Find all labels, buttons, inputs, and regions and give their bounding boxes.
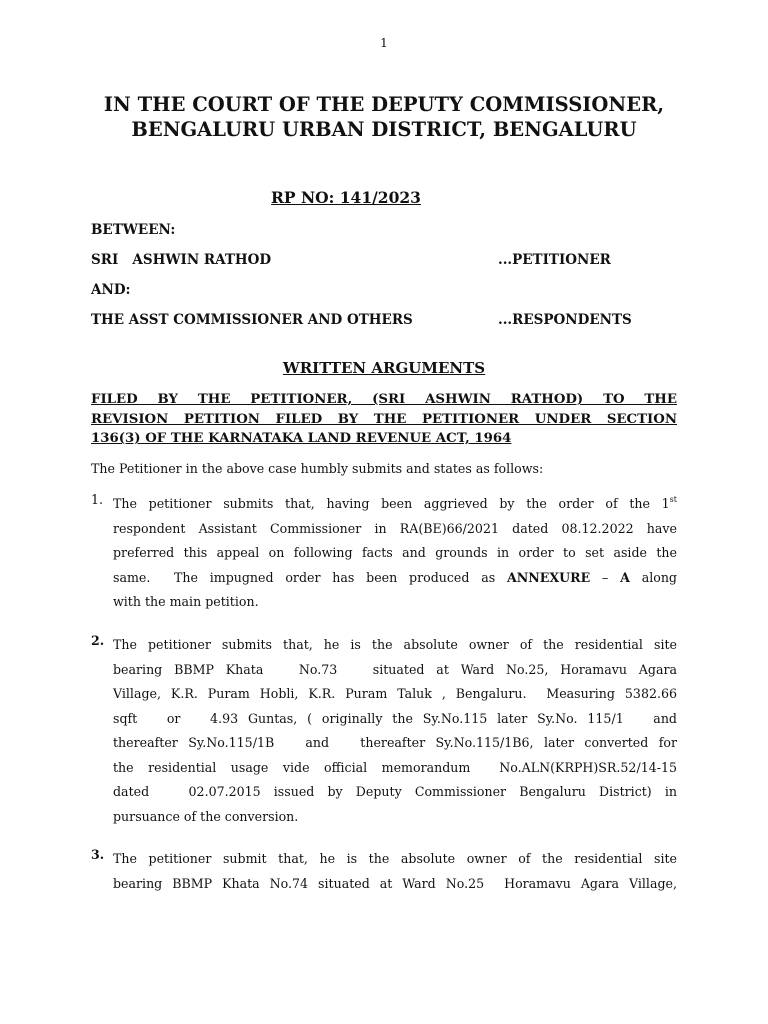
court-title-line-1: IN THE COURT OF THE DEPUTY COMMISSIONER,: [103, 93, 665, 116]
court-title-line-2: BENGALURU URBAN DISTRICT, BENGALURU: [131, 118, 637, 141]
text-span: along: [629, 569, 677, 585]
paragraph-line: respondent Assistant Commissioner in RA(BE)66/2021 dated 08.12.2022 have: [113, 520, 677, 536]
paragraph-line: Village, K.R. Puram Hobli, K.R. Puram Taluk , Bengaluru. Measuring 5382.66: [113, 686, 677, 701]
petitioner-line: [91, 252, 611, 268]
paragraph-number: 3.: [91, 847, 105, 862]
paragraph-line: [113, 566, 677, 591]
paragraph-number: 1.: [91, 492, 104, 507]
written-arguments-heading: WRITTEN ARGUMENTS: [282, 359, 486, 377]
text-span: The petitioner submits that, having been aggrieved by the order of the 1: [113, 496, 670, 511]
paragraph-line: The petitioner submits that, he is the absolute owner of the residential site: [113, 637, 677, 652]
petitioner-name: SRI ASHWIN RATHOD: [91, 252, 272, 268]
page-number: 1: [380, 36, 388, 50]
paragraph-line: the residential usage vide official memorandum No.ALN(KRPH)SR.52/14-15: [113, 759, 677, 775]
superscript: st: [669, 495, 677, 504]
paragraph-line: The petitioner submit that, he is the absolute owner of the residential site: [113, 851, 677, 866]
and-label: AND:: [91, 282, 131, 298]
paragraph-line: bearing BBMP Khata No.74 situated at Ward No.25 Horamavu Agara Village,: [113, 875, 677, 891]
paragraph-line: pursuance of the conversion.: [113, 808, 299, 824]
filed-by-line-3: 136(3) OF THE KARNATAKA LAND REVENUE ACT, 1964: [91, 431, 512, 446]
case-number: RP NO: 141/2023: [271, 188, 421, 207]
paragraph-3: [91, 847, 677, 896]
court-title: [40, 92, 728, 142]
respondent-role: ...RESPONDENTS: [498, 312, 632, 328]
paragraph-line: preferred this appeal on following facts and grounds in order to set aside the: [113, 545, 677, 560]
respondent-line: [91, 312, 632, 328]
paragraph-line: [113, 492, 677, 517]
intro-text: The Petitioner in the above case humbly submits and states as follows:: [91, 461, 544, 476]
paragraph-line: sqft or 4.93 Guntas, ( originally the Sy.No.115 later Sy.No. 115/1 and: [113, 710, 677, 726]
filed-by-line-2: REVISION PETITION FILED BY THE PETITIONER UNDER SECTION: [91, 411, 677, 427]
paragraph-line: with the main petition.: [113, 594, 259, 609]
paragraph-line: bearing BBMP Khata No.73 situated at Ward No.25, Horamavu Agara: [113, 661, 677, 677]
paragraph-number: 2.: [91, 633, 105, 648]
text-span: –: [590, 569, 621, 585]
annexure-label: ANNEXURE: [507, 569, 591, 585]
filed-by-heading: [91, 390, 677, 449]
petitioner-role: ...PETITIONER: [498, 252, 611, 268]
text-span: same. The impugned order has been produced as: [113, 569, 508, 585]
between-label: BETWEEN:: [91, 222, 176, 238]
respondent-name: THE ASST COMMISSIONER AND OTHERS: [91, 312, 413, 328]
filed-by-line-1: FILED BY THE PETITIONER, (SRI ASHWIN RATHOD) TO THE: [91, 392, 677, 407]
annexure-letter: A: [620, 569, 630, 585]
paragraph-line: dated 02.07.2015 issued by Deputy Commissioner Bengaluru District) in: [113, 784, 677, 799]
paragraph-line: thereafter Sy.No.115/1B and thereafter Sy.No.115/1B6, later converted for: [113, 735, 677, 750]
paragraph-1: [91, 492, 677, 615]
paragraph-2: [91, 633, 677, 829]
